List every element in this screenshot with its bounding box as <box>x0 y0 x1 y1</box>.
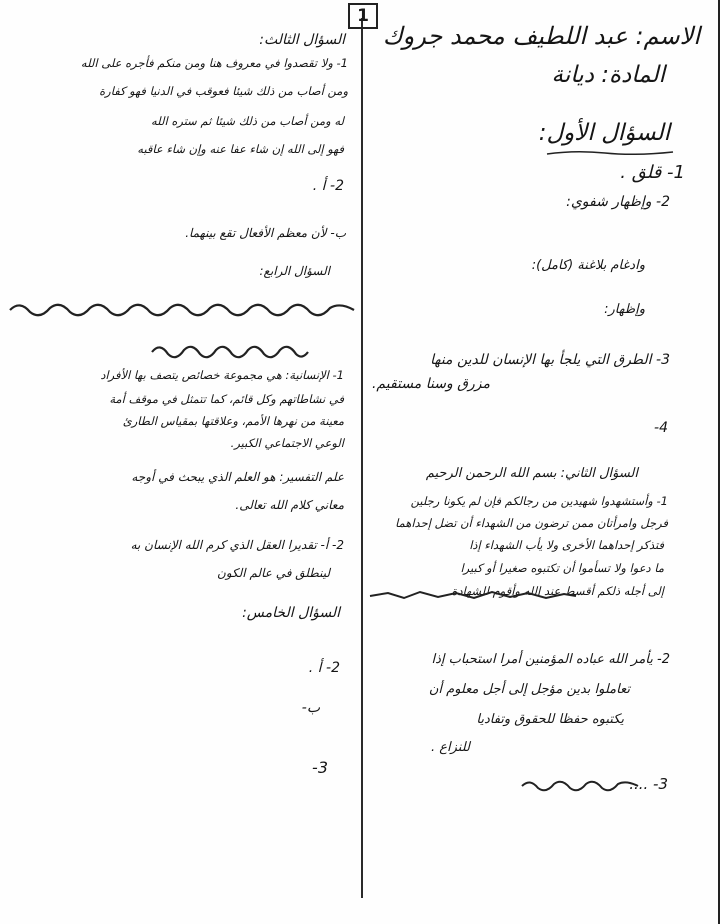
q3-answer-b: ب- لأن معظم الأفعال تقع بينهما. <box>185 226 346 240</box>
q1-answer-1: 1- قلق . <box>620 162 685 183</box>
q1-answer-2c: وإظهار: <box>604 302 645 317</box>
tafsir-definition-line-2: معاني كلام الله تعالى. <box>235 498 344 512</box>
q4-answer-2-line-1: 2- أ- تقديرا العقل الذي كرم الله الإنسان به <box>130 538 344 552</box>
q3-answer-1-line-3: له ومن أصاب من ذلك شيئا ثم ستره الله <box>151 114 344 128</box>
q2-answer-1-line-5: إلى أجله ذلكم أقسط عند الله وأقوم للشهادة <box>451 584 664 598</box>
q3-title: السؤال الثالث: <box>259 32 345 48</box>
q2-title: السؤال الثاني: بسم الله الرحمن الرحيم <box>425 466 638 481</box>
q5-answer-2: 2- أ . <box>308 660 340 676</box>
q3-answer-1-line-4: فهو إلى الله إن شاء عفا عنه وإن شاء عاقبه <box>137 142 344 156</box>
q2-answer-1-line-2: فرجل وامرأتان ممن ترضون من الشهداء أن تضل إحداهما <box>395 516 668 530</box>
q5-answer-b: ب- <box>301 700 320 716</box>
q3-answer-1-line-2: ومن أصاب من ذلك شيئا فعوقب في الدنيا فهو كفارة <box>99 84 348 98</box>
q2-answer-1-line-1: 1- وأستشهدوا شهيدين من رجالكم فإن لم يكونا رجلين <box>410 494 668 508</box>
q4-answer-1-line-2: في نشاطاتهم وكل قائم، كما تتمثل في موقف أمة <box>109 392 344 406</box>
page-number: 1 <box>348 3 378 29</box>
q4-answer-1-line-3: معينة من نهرها الأمم، وعلاقتها بمقياس الطارئ <box>122 414 344 428</box>
q4-answer-1-line-1: 1- الإنسانية: هي مجموعة خصائص يتصف بها الأفراد <box>100 368 344 382</box>
q5-title: السؤال الخامس: <box>242 605 340 621</box>
subject-name: المادة: ديانة <box>551 62 665 88</box>
strikethrough-scribble <box>368 588 578 604</box>
tafsir-definition-line-1: علم التفسير: هو العلم الذي يبحث في أوجه <box>131 470 344 484</box>
q4-answer-2-line-2: لينطلق في عالم الكون <box>217 566 330 580</box>
q1-answer-3-line1: 3- الطرق التي يلجأ بها الإنسان للدين منها <box>430 352 670 368</box>
q1-answer-2: 2- وإظهار شفوي: <box>566 194 670 210</box>
q2-answer-2-line-3: يكتبوه حفظا للحقوق وتفاديا <box>476 712 624 727</box>
q2-answer-3-scribble <box>520 776 640 796</box>
q5-answer-3: 3- <box>312 758 328 777</box>
q2-answer-2-line-1: 2- يأمر الله عباده المؤمنين أمرا استحباب إذا <box>431 652 670 667</box>
q1-answer-3-line2: مزرق وسنا مستقيم. <box>371 376 490 392</box>
student-name: الاسم: عبد اللطيف محمد جروك <box>382 22 700 50</box>
q3-answer-2: 2- أ . <box>312 178 344 194</box>
q2-answer-2-line-4: للنزاع . <box>431 740 470 755</box>
q3-answer-1-line-1: 1- ولا تقصدوا في معروف هنا ومن منكم فأجره على الله <box>80 56 348 70</box>
q4-title: السؤال الرابع: <box>259 264 330 278</box>
q1-title: السؤال الأول: <box>538 120 670 146</box>
q4-answer-1-line-4: الوعي الاجتماعي الكبير. <box>230 436 344 450</box>
q1-answer-2b: وادغام بلاغنة (كامل): <box>531 258 645 273</box>
crossed-out-line-1 <box>8 298 356 320</box>
q2-answer-2-line-2: تعاملوا بدين مؤجل إلى أجل معلوم أن <box>428 682 630 697</box>
crossed-out-line-2 <box>150 340 310 364</box>
column-divider <box>361 18 363 898</box>
q2-answer-3: 3- .... <box>629 775 668 793</box>
q2-answer-1-line-3: فتذكر إحداهما الأخرى ولا يأب الشهداء إذا <box>469 538 664 552</box>
q1-title-underline <box>545 148 675 158</box>
q1-answer-4: 4- <box>654 420 668 436</box>
q2-answer-1-line-4: ما دعوا ولا تسأموا أن تكتبوه صغيرا أو كبيرا <box>460 561 664 575</box>
